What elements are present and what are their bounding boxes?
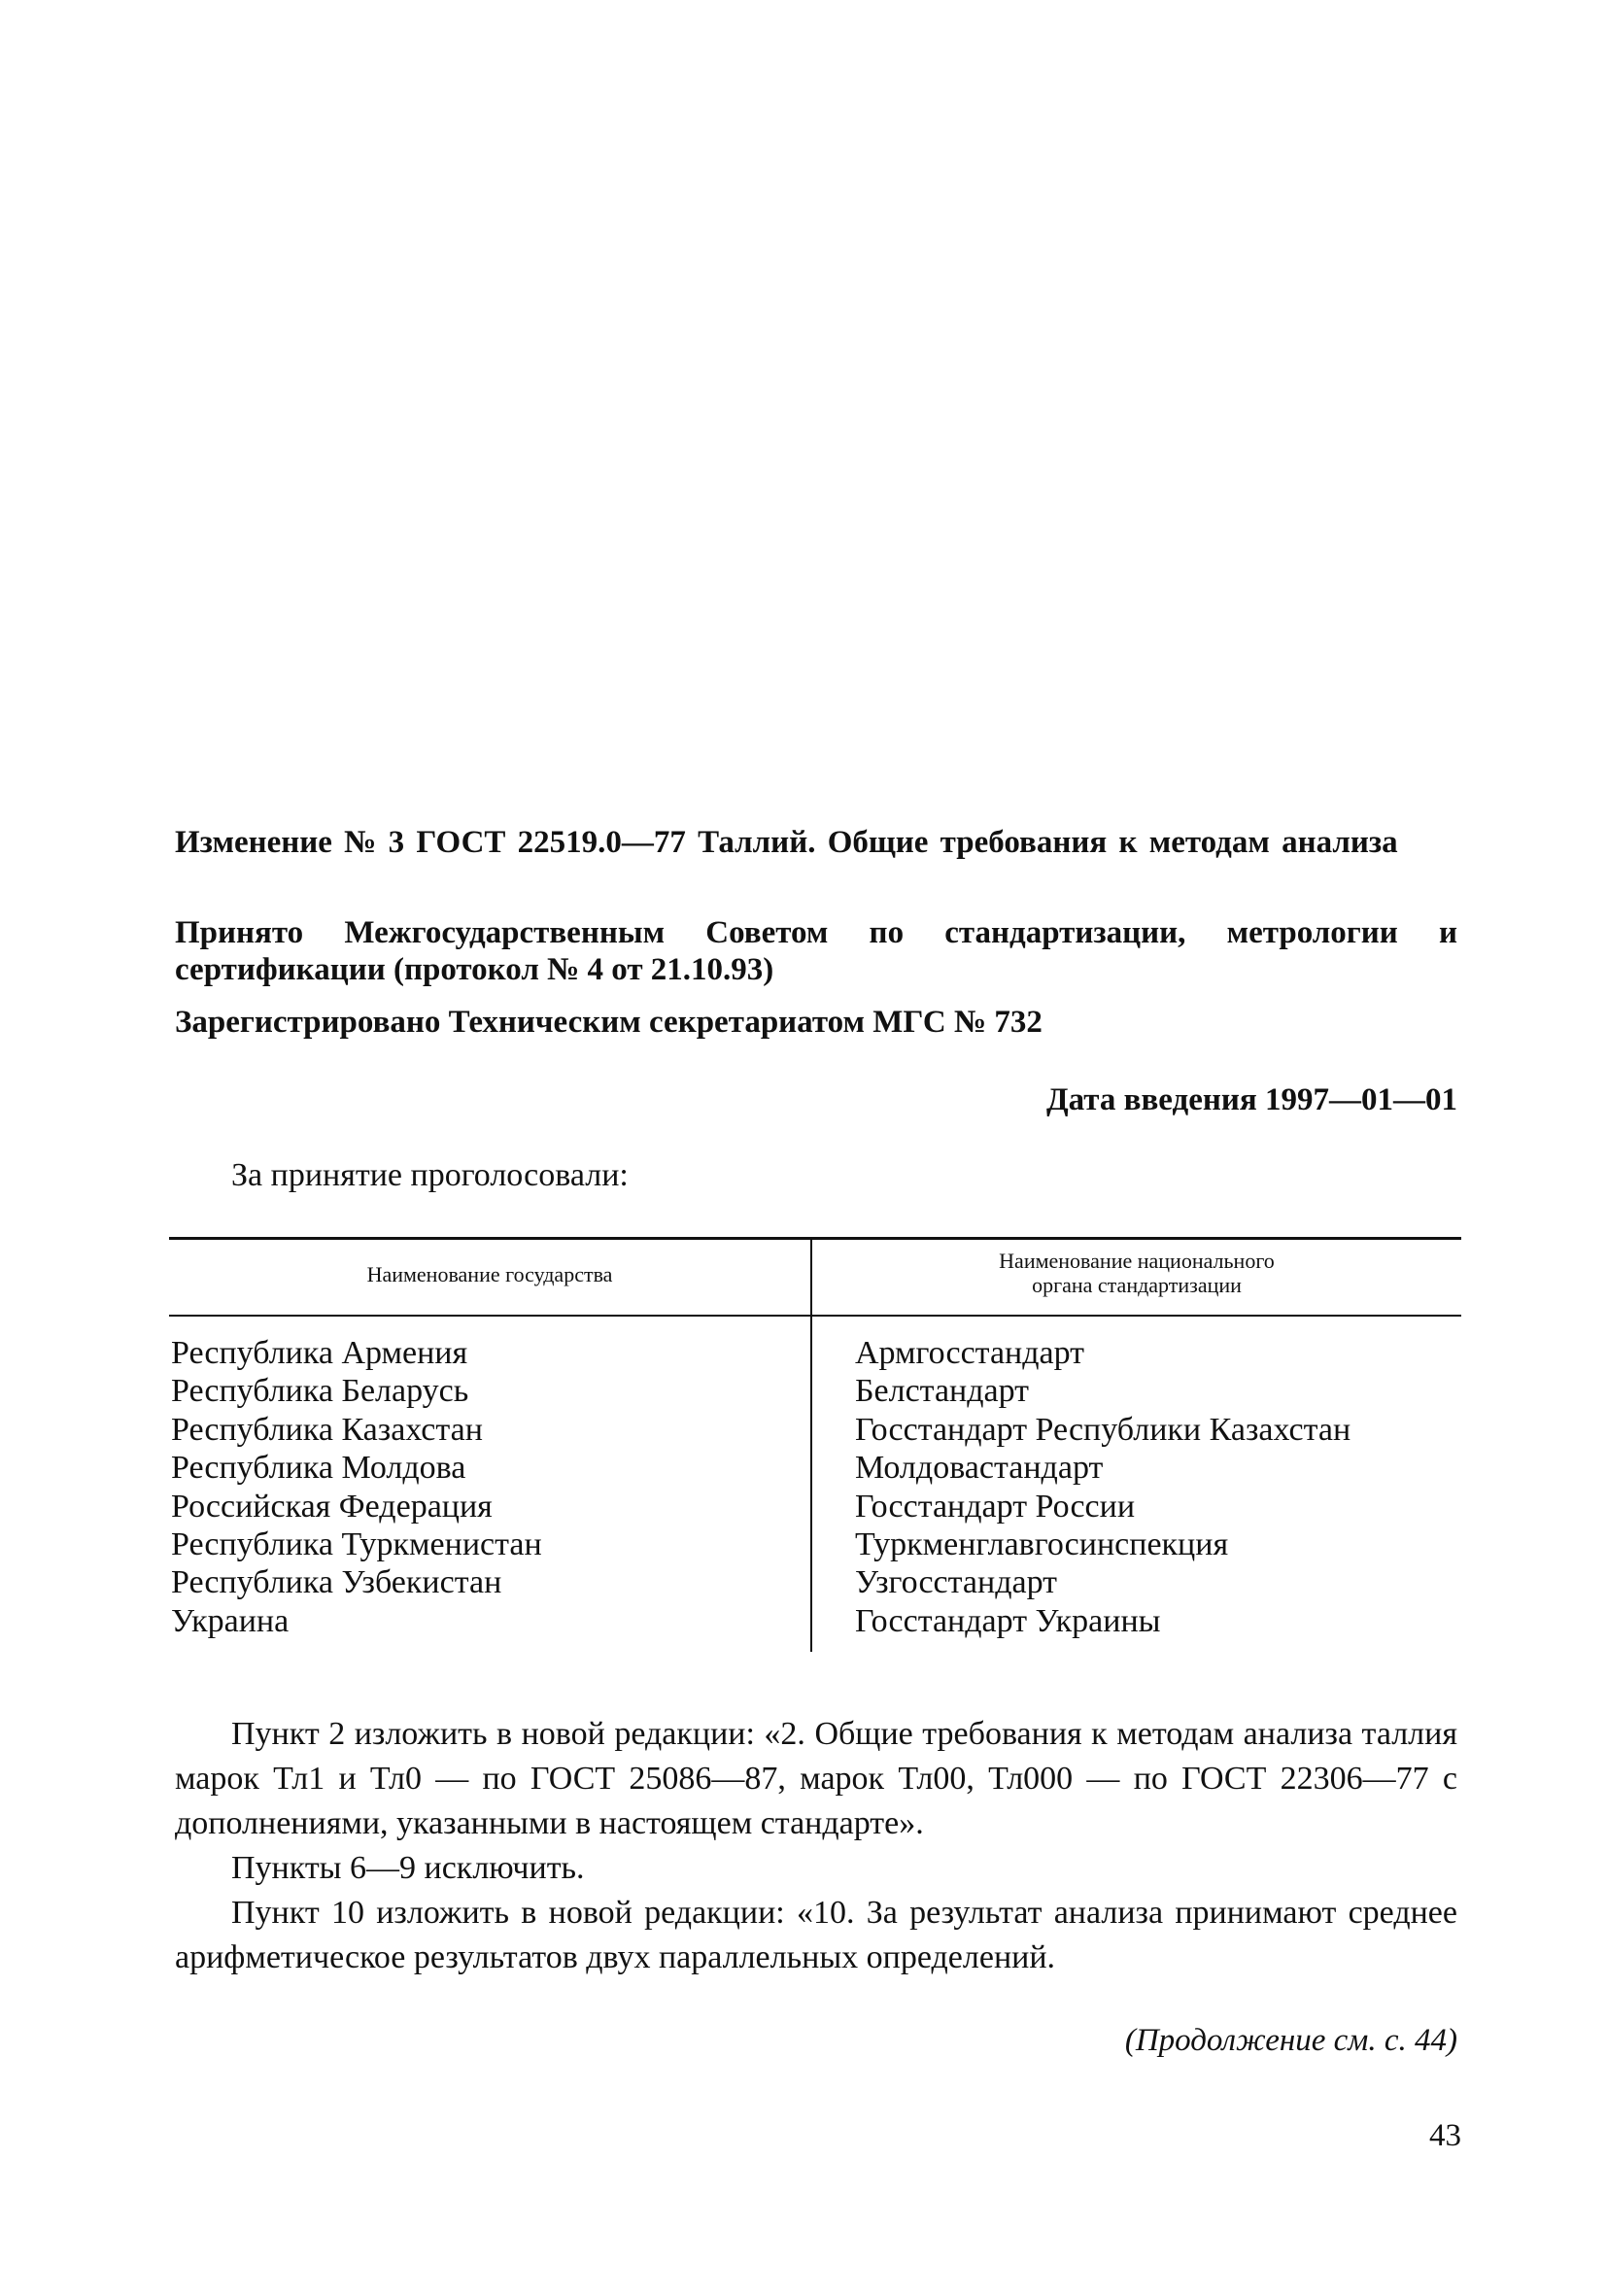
state-kazakhstan: Республика Казахстан [171,1411,483,1448]
voting-intro: За принятие проголосовали: [231,1157,629,1193]
paragraph-clauses-6-9: Пункты 6—9 исключить. [231,1850,585,1886]
state-ukraine: Украина [171,1602,290,1639]
body-russia: Госстандарт России [855,1488,1136,1525]
paragraph-clause-2: Пункт 2 изложить в новой редакции: «2. Общие требования к методам анализа таллия марок Тл1 и Тл0 — по ГОСТ 25086—87, марок Тл00, Тл000 — по ГОСТ 22306—77 с дополнениями, указанными в настоящем стандарте». [175,1716,1457,1841]
header-standards-body-line1: Наименование национального [999,1249,1275,1273]
body-uzbekistan: Узгосстандарт [855,1564,1058,1601]
header-state: Наименование государства [366,1262,613,1286]
table-column-divider [810,1239,812,1652]
table-top-rule [169,1237,1461,1240]
state-uzbekistan: Республика Узбекистан [171,1564,502,1601]
page-number: 43 [1429,2118,1461,2153]
state-moldova: Республика Молдова [171,1450,466,1487]
body-armenia: Армгосстандарт [855,1335,1085,1371]
paragraph-clause-10: Пункт 10 изложить в новой редакции: «10. За результат анализа принимают среднее арифметическое результатов двух параллельных определений. [175,1895,1457,1975]
continued-note: (Продолжение см. с. 44) [1124,2023,1457,2058]
body-kazakhstan: Госстандарт Республики Казахстан [855,1411,1351,1448]
state-belarus: Республика Беларусь [171,1373,469,1410]
state-armenia: Республика Армения [171,1335,468,1371]
table-header-rule [169,1315,1461,1317]
effective-date: Дата введения 1997—01—01 [1045,1082,1457,1117]
header-standards-body [812,1249,1461,1297]
body-belarus: Белстандарт [855,1373,1030,1410]
registration-note: Зарегистрировано Техническим секретариатом МГС № 732 [175,1005,1043,1040]
body-ukraine: Госстандарт Украины [855,1602,1161,1639]
body-moldova: Молдовастандарт [855,1450,1104,1487]
standards-body-list [855,1334,1351,1640]
body-turkmenistan: Туркменглавгосинспекция [855,1526,1229,1563]
state-russia: Российская Федерация [171,1488,493,1525]
header-standards-body-line2: органа стандартизации [1032,1273,1242,1297]
state-turkmenistan: Республика Туркменистан [171,1526,542,1563]
amendment-title: Изменение № 3 ГОСТ 22519.0—77 Таллий. Общие требования к методам анализа [175,825,1398,860]
adopted-by: Принято Межгосударственным Советом по стандартизации, метрологии и сертификации (протокол № 4 от 21.10.93) [175,915,1457,987]
state-list [171,1334,542,1640]
